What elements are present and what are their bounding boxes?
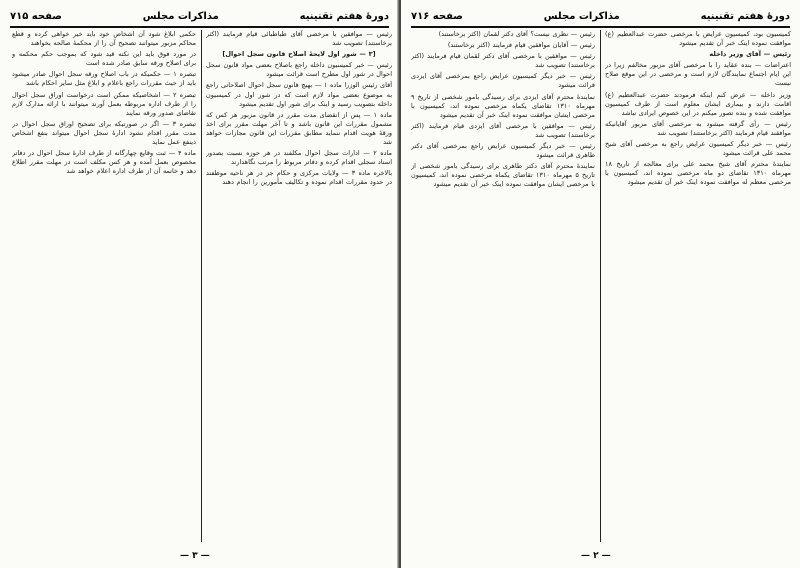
paragraph: رئیس — موافقین با مرخصی آقای ایزدی قیام فرمایند (اکثر برخاستند) تصویب شد bbox=[411, 121, 595, 139]
paragraph: نمایندهٔ محترم آقای دکتر طاهری برای رسیدگی بامور شخصی از تاریخ ۵ مهرماه ۱۳۱۰ تقاضای یکماه مرخصی نموده اند، کمیسیون با مرخصی ایشان موافقت نموده اینک خبر آن تقدیم میشود bbox=[411, 162, 595, 189]
paragraph: رئیس — خبر دیگر کمیسیون عرایض راجع به مرخصی آقای شیخ محمد علی قرائت میشود bbox=[605, 140, 791, 158]
paragraph: رئیس — رأی گرفته میشود به مرخصی آقای مزبور آقایانیکه موافقند قیام فرمایند (اکثر برخاستند) تصویب شد bbox=[605, 119, 791, 137]
left-page-header bbox=[10, 6, 389, 28]
left-page-number: صفحه ۷۱۵ bbox=[10, 10, 62, 22]
paragraph: حکمی ابلاغ شود آن اشخاص خود باید خیر خواهی کرده و قطع محاکم مزبور میتوانند تصحیح آن را از محکمهٔ صالحه بخواهند bbox=[12, 30, 196, 48]
column-divider bbox=[600, 30, 601, 542]
paragraph: ماده ۴ — ثبت وقایع چهارگانه از طرف ادارهٔ سجل احوال در دفاتر مخصوص بعمل آمده و هر کس مکلف است در مهلت مقرر اطلاع دهد و خاتمه آن از طرف اداره اعلام خواهد شد bbox=[12, 149, 196, 176]
left-page-folio: — ۳ — bbox=[180, 551, 210, 561]
paragraph: رئیس — موافقین با مرخصی آقای دکتر لقمان قیام فرمایند (اکثر برخاستند) تصویب شد bbox=[411, 52, 595, 70]
paragraph: رئیس — خبر دیگر کمیسیون عرایض راجع بمرخصی آقای ایزدی قرائت میشود bbox=[411, 72, 595, 90]
paragraph: بالاخره ماده ۳ — ولایات مرکزی و حکام جز در هر ناحیه موظفند در حدود مقررات اقدام نموده و تکالیف مأمورین را انجام دهند bbox=[206, 169, 392, 187]
paragraph: اعتراضات — بنده عقاید را با مرخصی آقای مزبور مخالفم زیرا در این ایام اجتماع نمایندگان لازم است و مرخصی در این موقع صلاح نیست bbox=[605, 61, 791, 88]
paragraph: تبصره ۳ — اگر در صورتیکه برای تصحیح اوراق سجل احوال در مدت مقرر اقدام نشود ادارهٔ سجل احوال میتواند بنفع اشخاص ذینفع عمل نماید bbox=[12, 119, 196, 147]
paragraph: در مورد فوق باید این نکته قید شود که بموجب حکم محکمه و برای اصلاح ورقه سابق صادر شده است bbox=[12, 50, 196, 68]
right-page bbox=[401, 0, 800, 568]
right-page-folio: — ۲ — bbox=[581, 551, 611, 561]
paragraph: تبصره ۲ — اشخاصیکه ممکن است درخواست اوراق سجل احوال را از طرف اداره مربوطه بعمل آورند میتوانند با ارائه مدارک لازم تقاضای صدور ورقه نمایند bbox=[12, 90, 196, 117]
paragraph: وزیر داخله — عرض کنم اینکه فرمودند حضرت عبدالعظیم (ع) اقامت دارند و بیماری ایشان معلوم است از طرف کمیسیون موافقت شده و بنده تصور میکنم در این خصوص ایرادی نباشد bbox=[605, 90, 791, 117]
right-page-left-column bbox=[411, 30, 595, 542]
speaker-line: رئیس — آقای وزیر داخله bbox=[709, 50, 791, 59]
left-page-left-column bbox=[12, 30, 196, 542]
paragraph: ماده ۱ — پس از انقضای مدت مقرر در قانون مزبور هر کس که مشمول مقررات این قانون باشد و تا آخر مهلت مقرر برای اخذ ورقهٔ هویت اقدام ننماید مطابق مقررات این قانون مجازات خواهد شد bbox=[206, 110, 392, 147]
left-page bbox=[0, 0, 399, 568]
paragraph: تبصره ۱ — حکمیکه در باب اصلاح ورقه سجل احوال صادر میشود باید از حیث مقررات راجع باعلام و ابلاغ مثل سایر احکام باشد bbox=[12, 70, 196, 88]
paragraph: رئیس — خبر کمیسیون داخله راجع باصلاح بعضی مواد قانون سجل احوال در شور اول مطرح است قرائت میشود bbox=[206, 61, 392, 79]
paragraph: رئیس — موافقین با مرخصی آقای طباطبائی قیام فرمایند (اکثر برخاستند) تصویب شد bbox=[206, 30, 392, 48]
section-heading: [۳ — شور اول لایحهٔ اصلاح قانون سجل احوال] bbox=[222, 50, 376, 59]
right-page-volume: دورهٔ هفتم تقنینیه bbox=[700, 10, 790, 22]
paragraph: رئیس — خبر دیگر کمیسیون عرایض راجع بمرخصی آقای دکتر طاهری قرائت میشود bbox=[411, 142, 595, 160]
right-page-header bbox=[411, 6, 790, 28]
paragraph: آقای رئیس الوزرا ماده ۱ — بهیچ قانون سجل احوال اصلاحاتی راجع به موضوع بعضی مواد لازم است که در شور اول در کمیسیون داخله بتصویب رسید و اینک برای شور اول تقدیم میشود bbox=[206, 81, 392, 108]
right-page-title: مذاکرات مجلس bbox=[543, 10, 620, 22]
left-page-title: مذاکرات مجلس bbox=[142, 10, 219, 22]
left-page-right-column bbox=[206, 30, 392, 542]
paragraph: ماده ۲ — ادارات سجل احوال مکلفند در هر حوزه نسبت بصدور اسناد سجلی اقدام کرده و دفاتر مربوط را مرتب نگاهدارند bbox=[206, 149, 392, 167]
column-divider bbox=[201, 30, 202, 542]
right-page-right-column bbox=[605, 30, 791, 542]
paragraph: رئیس — نظری نیست؟ آقای دکتر لقمان (اکثر برخاستند) bbox=[438, 30, 595, 38]
left-page-volume: دورهٔ هفتم تقنینیه bbox=[299, 10, 389, 22]
paragraph: نمایندهٔ محترم آقای ایزدی برای رسیدگی بامور شخصی از تاریخ ۹ مهرماه ۱۳۱۰ تقاضای یکماه مرخصی نموده اند، کمیسیون با مرخصی ایشان موافقت نموده اینک خبر آن تقدیم میشود bbox=[411, 92, 595, 119]
paragraph: کمیسیون بود، کمیسیون عرایض با مرخصی حضرت عبدالعظیم (ع) موافقت نموده اینک خبر آن تقدیم میشود bbox=[605, 30, 791, 48]
right-page-number: صفحه ۷۱۶ bbox=[411, 10, 463, 22]
paragraph: نمایندهٔ محترم آقای شیخ محمد علی برای معالجه از تاریخ ۱۸ مهرماه ۱۳۱۰ تقاضای دو ماه مرخصی نموده اند، کمیسیون با مرخصی معظم له موافقت نموده اینک خبر آن تقدیم میشود bbox=[605, 160, 791, 187]
paragraph: رئیس — آقایان موافقین قیام فرمایند (اکثر برخاستند) bbox=[447, 41, 595, 50]
